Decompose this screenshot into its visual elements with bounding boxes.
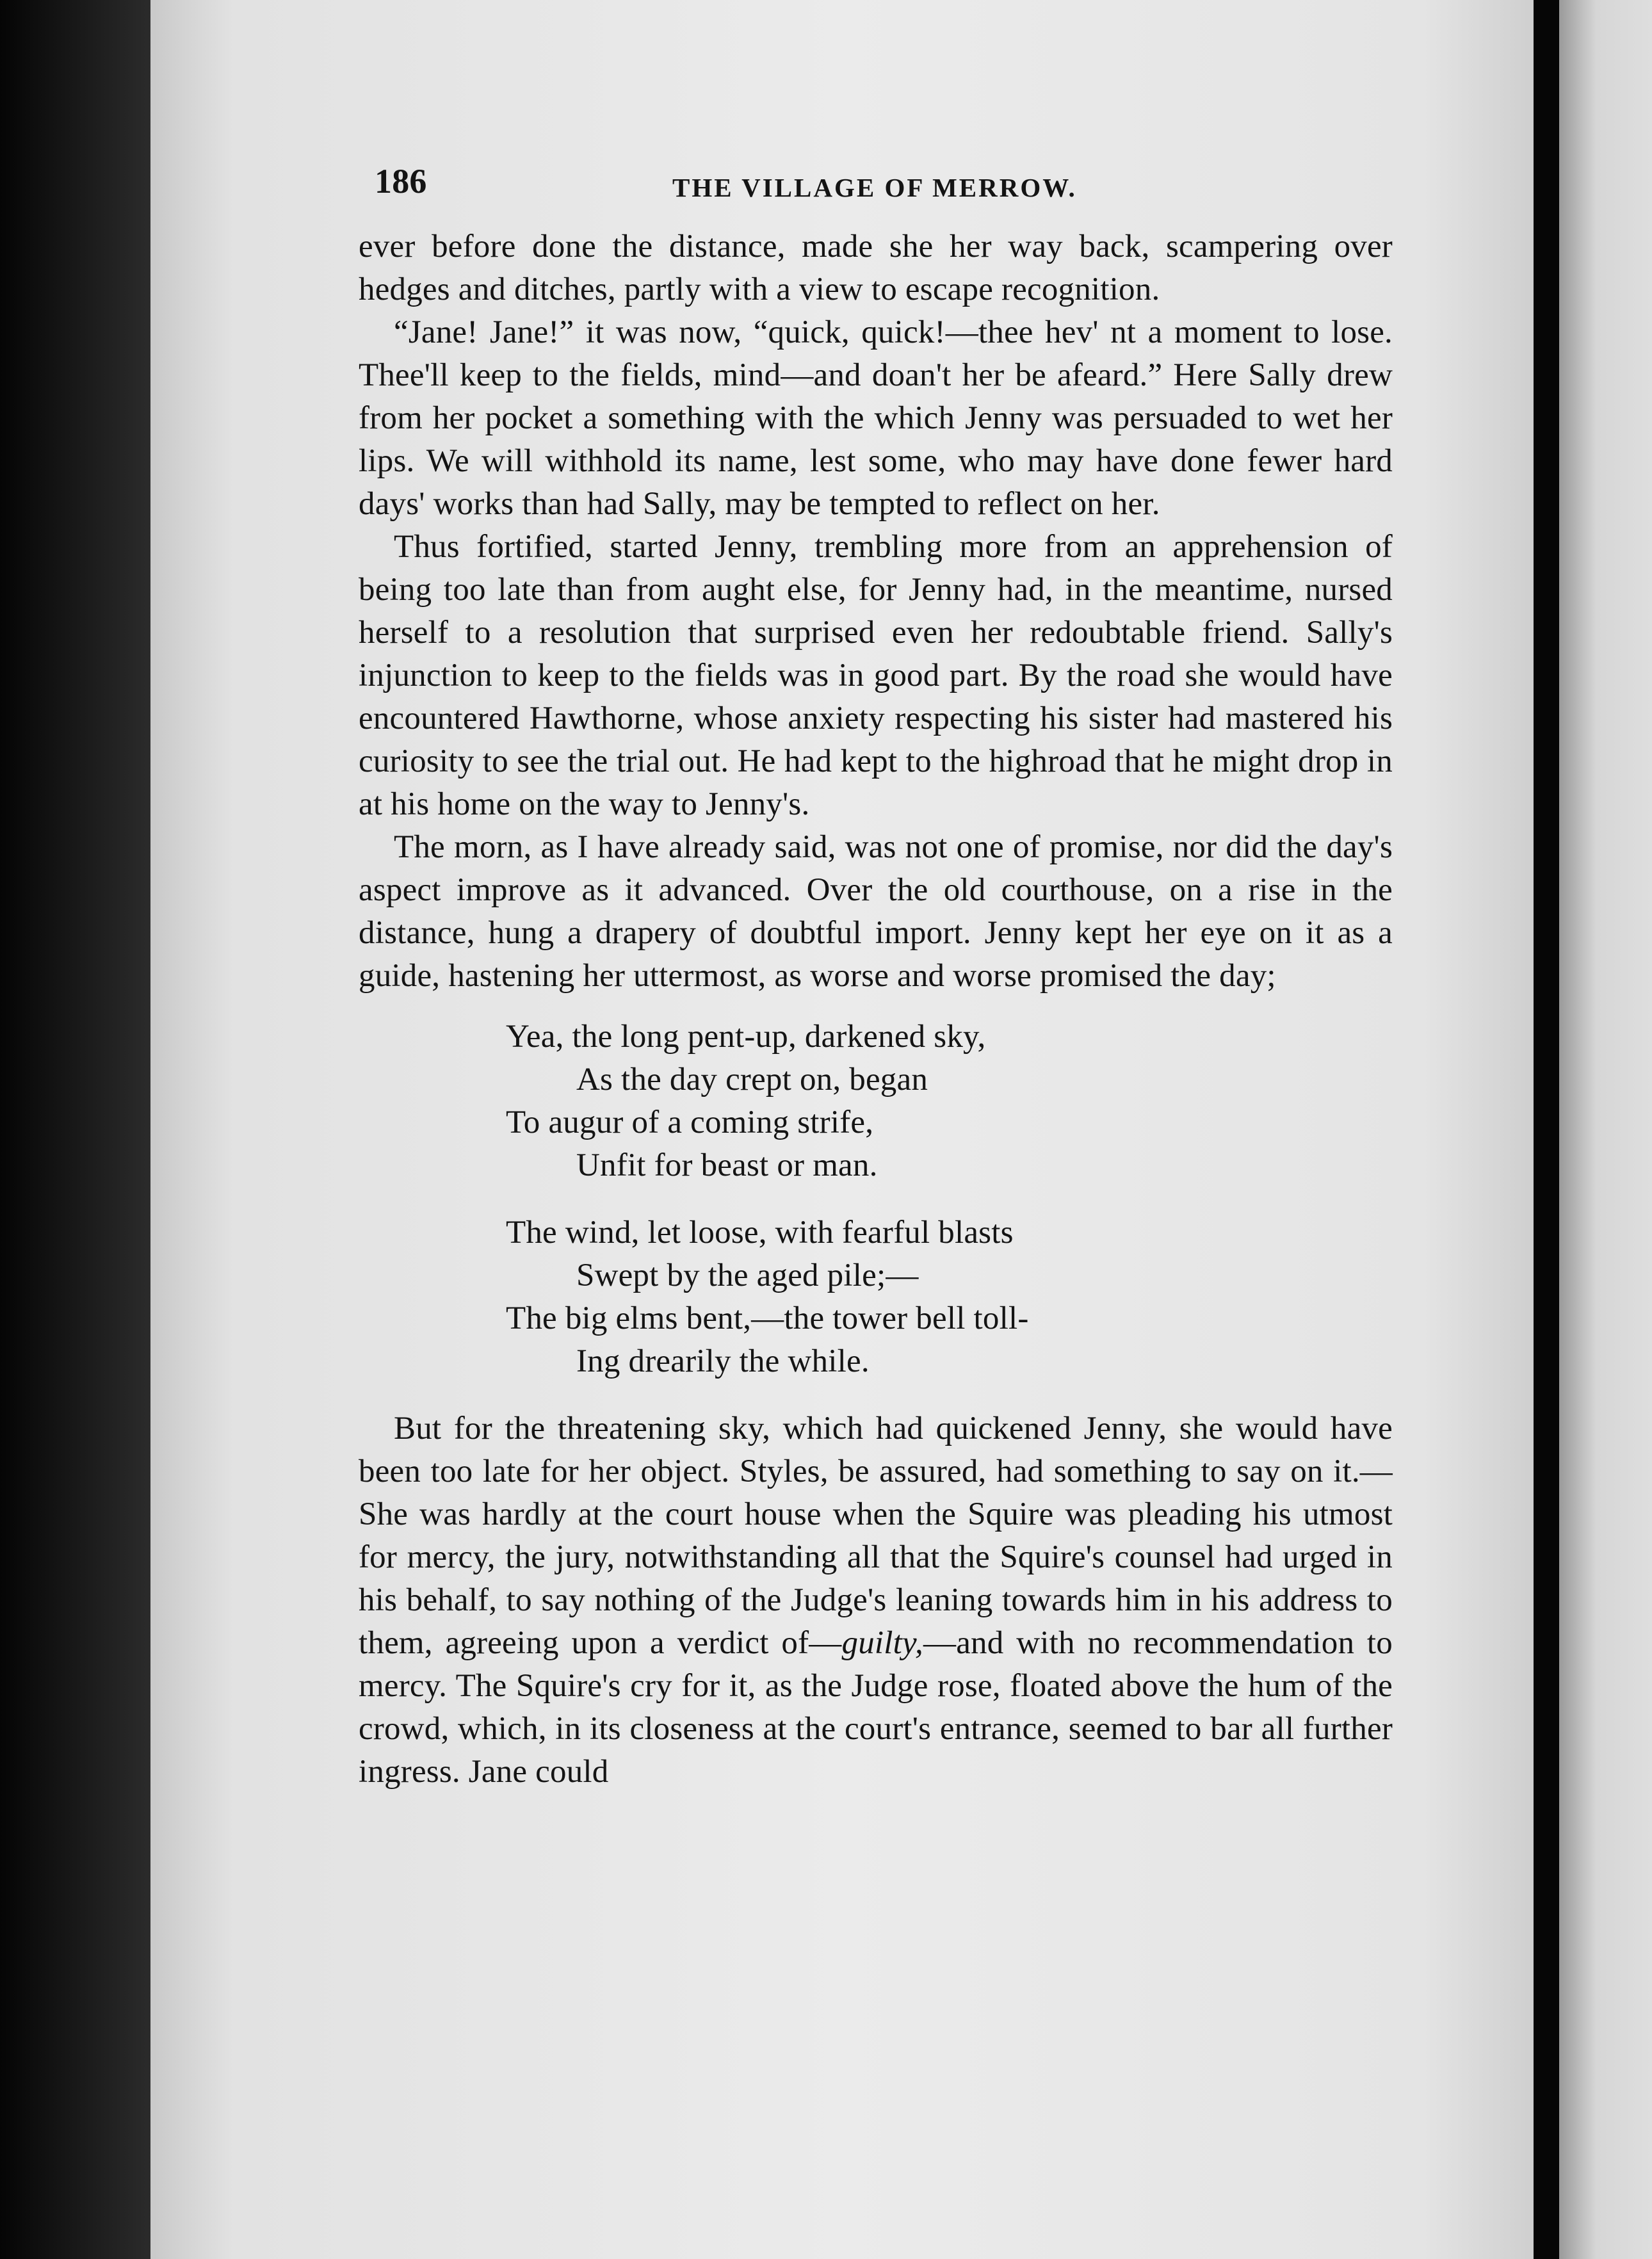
poem-line: The big elms bent,—the tower bell toll- [506, 1300, 1029, 1336]
paragraph-morn: The morn, as I have already said, was not one of promise, nor did the day's aspect improve as it advanced. Over the old courthouse, on a rise in the distance, hung a drapery of doubtful import. Jenny kept her eye on it as a guide, hastening her uttermost, as worse and worse promised the day; [359, 829, 1393, 994]
book-title: THE VILLAGE OF MERROW. [672, 173, 1077, 202]
paragraph-text: —and with no recommendation to mercy. The Squire's cry for it, as the Judge rose, floated above the hum of the crowd, which, in its closeness at the court's entrance, seemed to bar all further ingress. Jane could [359, 1625, 1393, 1790]
book-edge-left [0, 0, 150, 2259]
poem-line: Yea, the long pent-up, darkened sky, [506, 1019, 986, 1055]
paragraph-threatening-sky [359, 1407, 1393, 1793]
poem-line: Swept by the aged pile;— [576, 1258, 919, 1293]
poem-line: Ing drearily the while. [576, 1343, 870, 1379]
poem-line: The wind, let loose, with fearful blasts [506, 1215, 1014, 1251]
poem-line: To augur of a coming strife, [506, 1105, 874, 1140]
next-page-edge [1559, 0, 1652, 2259]
paragraph-continued: ever before done the distance, made she her way back, scampering over hedges and ditches, partly with a view to escape recognition. [359, 229, 1393, 307]
page-text [359, 160, 1393, 1793]
running-head [359, 160, 1393, 218]
poem [506, 1016, 1393, 1383]
paragraph-jane: “Jane! Jane!” it was now, “quick, quick!—thee hev' nt a moment to lose. Thee'll keep to the fields, mind—and doan't her be afeard.” Here Sally drew from her pocket a something with the which Jenny was persuaded to wet her lips. We will withhold its name, lest some, who may have done fewer hard days' works than had Sally, may be tempted to reflect on her. [359, 314, 1393, 522]
page-gutter [1534, 0, 1559, 2259]
paragraph-fortified: Thus fortified, started Jenny, trembling more from an apprehension of being too late than from aught else, for Jenny had, in the meantime, nursed herself to a resolution that surprised even her redoubtable friend. Sally's injunction to keep to the fields was in good part. By the road she would have encountered Hawthorne, whose anxiety respecting his sister had mastered his curiosity to see the trial out. He had kept to the highroad that he might drop in at his home on the way to Jenny's. [359, 529, 1393, 822]
italic-verdict: guilty, [841, 1625, 923, 1661]
poem-stanza [506, 1016, 1393, 1187]
paragraph-text: But for the threatening sky, which had quickened Jenny, she would have been too late for her object. Styles, be assured, had something to say on it.—She was hardly at the court house when the Squire was pleading his utmost for mercy, the jury, notwithstanding all that the Squire's counsel had urged in his behalf, to say nothing of the Judge's leaning towards him in his address to them, agreeing upon a verdict of— [359, 1411, 1393, 1661]
page-number: 186 [375, 162, 427, 200]
poem-line: As the day crept on, began [576, 1062, 928, 1097]
poem-stanza [506, 1211, 1393, 1383]
poem-line: Unfit for beast or man. [576, 1147, 878, 1183]
